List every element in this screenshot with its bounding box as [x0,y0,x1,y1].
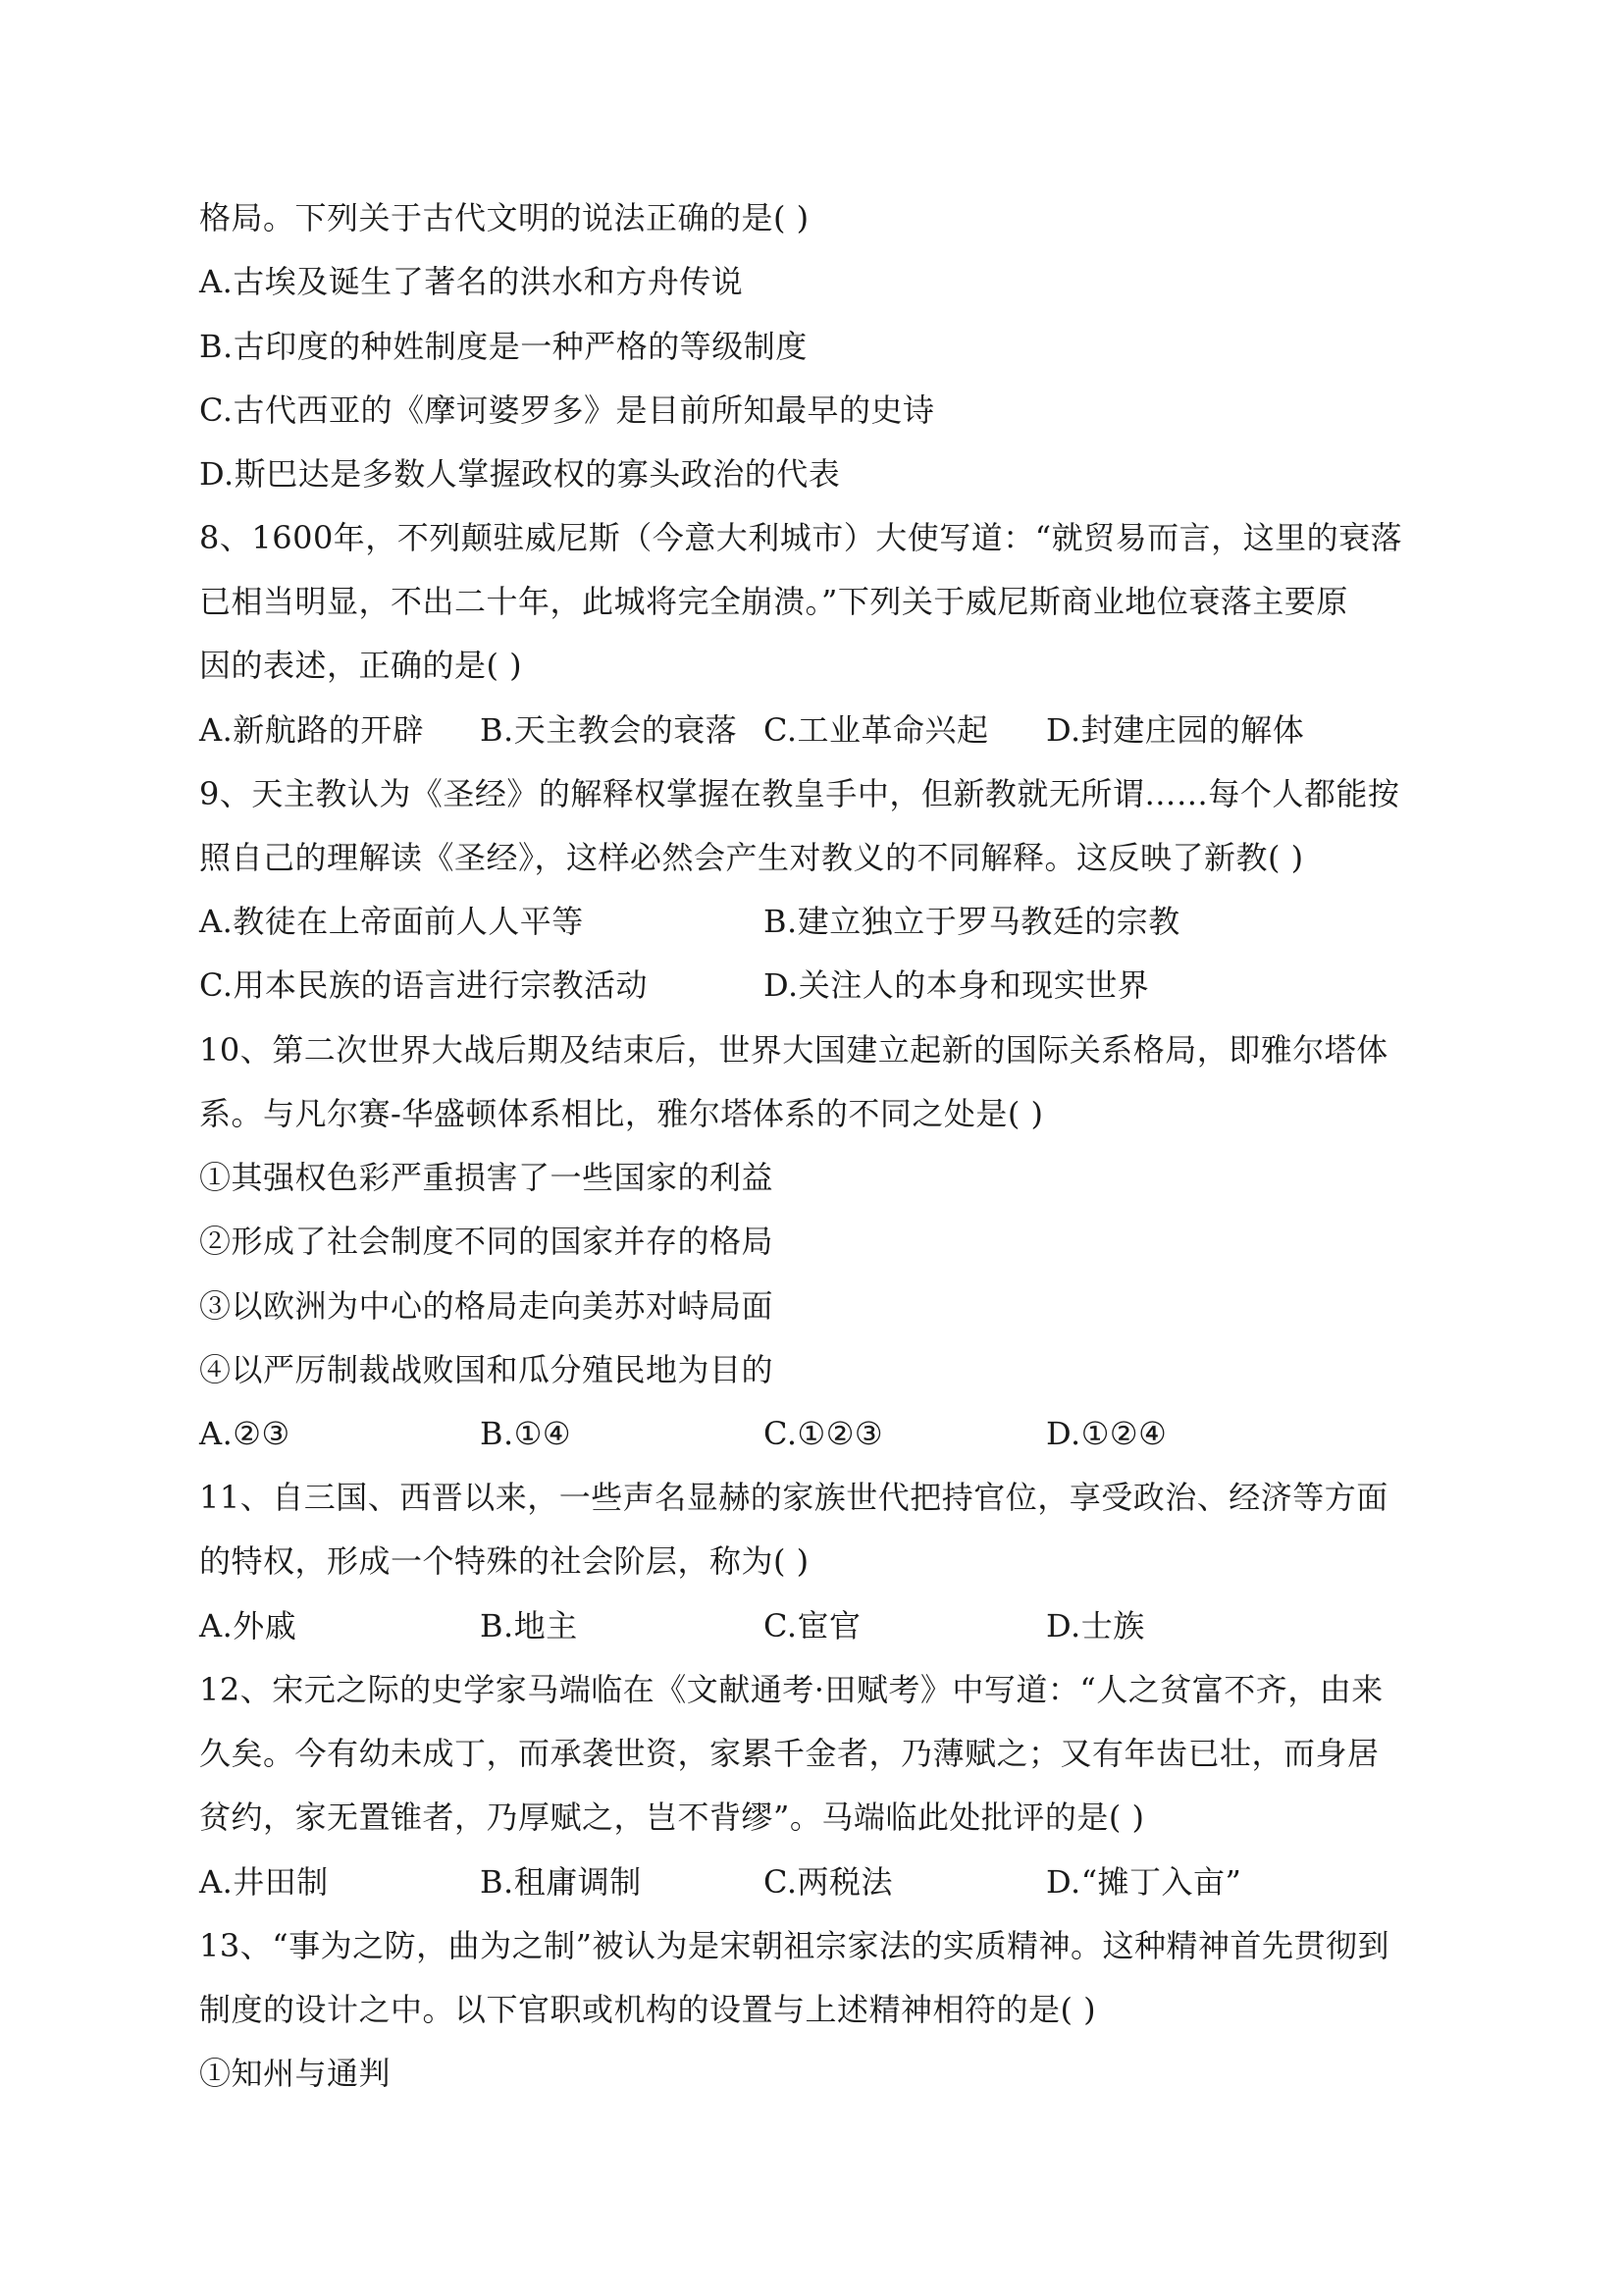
question-12-line-3: 贫约，家无置锥者，乃厚赋之，岂不背缪”。马端临此处批评的是( ) [199,1799,1145,1836]
question-13-line-2: 制度的设计之中。以下官职或机构的设置与上述精神相符的是( ) [199,1991,1097,2028]
q12-option-a: A.井田制 [199,1863,329,1901]
q9-option-c: C.用本民族的语言进行宗教活动 [199,966,649,1004]
question-13-line-1: 13、“事为之防，曲为之制”被认为是宋朝祖宗家法的实质精神。这种精神首先贯彻到 [199,1927,1389,1964]
q8-option-d: D.封建庄园的解体 [1046,711,1305,749]
q9-option-d: D.关注人的本身和现实世界 [763,966,1150,1004]
q8-option-a: A.新航路的开辟 [199,711,425,749]
q10-statement-4: ④以严厉制裁战败国和瓜分殖民地为目的 [199,1351,774,1388]
question-9-line-1: 9、天主教认为《圣经》的解释权掌握在教皇手中，但新教就无所谓……每个人都能按 [199,775,1400,812]
q7-option-a: A.古埃及诞生了著名的洪水和方舟传说 [199,263,744,300]
q8-option-b: B.天主教会的衰落 [480,711,738,749]
question-12-line-2: 久矣。今有幼未成丁，而承袭世资，家累千金者，乃薄赋之；又有年齿已壮，而身居 [199,1735,1380,1772]
q7-option-c: C.古代西亚的《摩诃婆罗多》是目前所知最早的史诗 [199,391,935,429]
question-12-line-1: 12、宋元之际的史学家马端临在《文献通考·田赋考》中写道：“人之贫富不齐，由来 [199,1671,1384,1708]
question-11-line-2: 的特权，形成一个特殊的社会阶层，称为( ) [199,1542,810,1580]
q10-option-b: B.①④ [480,1415,572,1452]
question-7-stem: 格局。下列关于古代文明的说法正确的是( ) [199,199,810,236]
q9-option-a: A.教徒在上帝面前人人平等 [199,903,584,940]
q7-option-b: B.古印度的种姓制度是一种严格的等级制度 [199,328,808,365]
q11-option-d: D.士族 [1046,1607,1145,1644]
q10-statement-2: ②形成了社会制度不同的国家并存的格局 [199,1223,774,1260]
q11-option-b: B.地主 [480,1607,578,1644]
question-8-line-2: 已相当明显，不出二十年，此城将完全崩溃。”下列关于威尼斯商业地位衰落主要原 [199,583,1348,620]
q12-option-b: B.租庸调制 [480,1863,642,1901]
q11-option-c: C.宦官 [763,1607,862,1644]
q10-statement-1: ①其强权色彩严重损害了一些国家的利益 [199,1159,774,1196]
q12-option-c: C.两税法 [763,1863,894,1901]
question-8-line-3: 因的表述，正确的是( ) [199,647,523,684]
q13-statement-1: ①知州与通判 [199,2055,392,2092]
q10-option-c: C.①②③ [763,1415,884,1452]
q8-option-c: C.工业革命兴起 [763,711,989,749]
question-9-line-2: 照自己的理解读《圣经》，这样必然会产生对教义的不同解释。这反映了新教( ) [199,839,1304,876]
q11-option-a: A.外戚 [199,1607,297,1644]
q7-option-d: D.斯巴达是多数人掌握政权的寡头政治的代表 [199,455,841,493]
question-11-line-1: 11、自三国、西晋以来，一些声名显赫的家族世代把持官位，享受政治、经济等方面 [199,1479,1388,1516]
q9-option-b: B.建立独立于罗马教廷的宗教 [763,903,1180,940]
question-10-line-2: 系。与凡尔赛-华盛顿体系相比，雅尔塔体系的不同之处是( ) [199,1095,1044,1132]
q10-option-d: D.①②④ [1046,1415,1168,1452]
question-10-line-1: 10、第二次世界大战后期及结束后，世界大国建立起新的国际关系格局，即雅尔塔体 [199,1031,1388,1069]
q10-option-a: A.②③ [199,1415,290,1452]
q12-option-d: D.“摊丁入亩” [1046,1863,1242,1901]
q10-statement-3: ③以欧洲为中心的格局走向美苏对峙局面 [199,1287,774,1325]
question-8-line-1: 8、1600年，不列颠驻威尼斯（今意大利城市）大使写道：“就贸易而言，这里的衰落 [199,519,1403,556]
